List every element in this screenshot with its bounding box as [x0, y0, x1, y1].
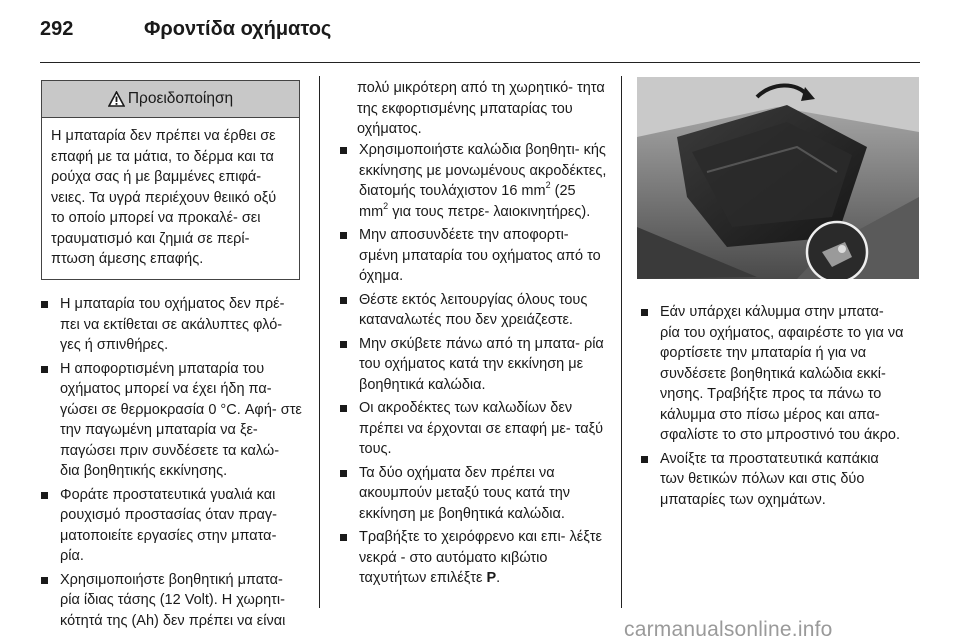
bullet-icon: [41, 577, 48, 584]
bullet-icon: [641, 309, 648, 316]
column-divider-right: [621, 76, 622, 608]
warning-box: [41, 80, 300, 280]
bullet-icon: [41, 301, 48, 308]
page-title: Φροντίδα οχήματος: [144, 18, 332, 40]
bullet-icon: [41, 366, 48, 373]
list-item: Εάν υπάρχει κάλυμμα στην μπατα- ρία του οχήματος, αφαιρέστε το για να φορτίσετε την μπαταρία ή για να συνδέσετε βοηθητικά καλώδια εκκί- νησης. Τραβήξτε προς τα πάνω το κάλυμμα στο πίσω μέρος και απα- σφαλίστε το στο μπροστινό του άκρο.: [640, 302, 906, 446]
continued-text: πολύ μικρότερη από τη χωρητικό- τητα της εκφορτισμένης μπαταρίας του οχήματος.: [357, 80, 605, 137]
list-item: Φοράτε προστατευτικά γυαλιά και ρουχισμό προστασίας όταν πραγ- ματοποιείτε εργασίες στην μπατα- ρία.: [40, 485, 302, 567]
bullet-icon: [340, 534, 347, 541]
list-item: Τα δύο οχήματα δεν πρέπει να ακουμπούν μεταξύ τους κατά την εκκίνηση με βοηθητικά καλώδια.: [339, 463, 607, 525]
list-item: Θέστε εκτός λειτουργίας όλους τους καταναλωτές που δεν χρειάζεστε.: [339, 290, 607, 331]
warning-text: Η μπαταρία δεν πρέπει να έρθει σε επαφή με τα μάτια, το δέρμα και τα ρούχα σας ή με βαμμένες επιφά- νειες. Τα υγρά περιέχουν θειικό οξύ το οποίο μπορεί να προκαλέ- σει τραυματισμό και ζημιά σε περί- πτωση άμεσης επαφής.: [51, 128, 277, 267]
column2-list: [339, 140, 607, 592]
list-item: Ανοίξτε τα προστατευτικά καπάκια των θετικών πόλων και στις δύο μπαταρίες των οχημάτων.: [640, 449, 906, 511]
bullet-icon: [340, 341, 347, 348]
bullet-icon: [641, 456, 648, 463]
warning-header: [42, 81, 299, 118]
warning-triangle-icon: [108, 91, 125, 107]
watermark: carmanualsonline.info: [624, 618, 833, 641]
warning-title: Προειδοποίηση: [127, 90, 234, 107]
page-number: 292: [40, 18, 74, 40]
battery-cover-photo: [637, 77, 919, 279]
bullet-icon: [41, 492, 48, 499]
column-divider-left: [319, 76, 320, 608]
list-item: Μην σκύβετε πάνω από τη μπατα- ρία του οχήματος κατά την εκκίνηση με βοηθητικά καλώδια.: [339, 334, 607, 396]
page-header: [40, 16, 920, 50]
bullet-icon: [340, 297, 347, 304]
list-item: Χρησιμοποιήστε καλώδια βοηθητι- κής εκκίνησης με μονωμένους ακροδέκτες, διατομής τουλάχιστον 16 $mm^2$ (25 $mm^2$ για τους πετρε- λαιοκινητήρες).: [339, 140, 607, 222]
bullet-icon: [340, 405, 347, 412]
list-item: Η αποφορτισμένη μπαταρία του οχήματος μπορεί να έχει ήδη πα- γώσει σε θερμοκρασία 0 °C. Αφή- στε την παγωμένη μπαταρία να ξε- παγώσει πριν συνδέσετε τα καλώ- δια βοηθητικής εκκίνησης.: [40, 359, 302, 482]
list-item: Τραβήξτε το χειρόφρενο και επι- λέξτε νεκρά - στο αυτόματο κιβώτιο ταχυτήτων επιλέξτε P.: [339, 527, 607, 589]
bullet-icon: [340, 470, 347, 477]
list-item: Η μπαταρία του οχήματος δεν πρέ- πει να εκτίθεται σε ακάλυπτες φλό- γες ή σπινθήρες.: [40, 294, 302, 356]
list-item: Μην αποσυνδέετε την αποφορτι- σμένη μπαταρία του οχήματος από το όχημα.: [339, 225, 607, 287]
column1-list: [40, 294, 302, 634]
column3-list: [640, 302, 906, 513]
list-item: Χρησιμοποιήστε βοηθητική μπατα- ρία ίδιας τάσης (12 Volt). Η χωρητι- κότητά της (Ah) δεν πρέπει να είναι: [40, 570, 302, 632]
header-divider: [40, 62, 920, 63]
bullet-icon: [340, 147, 347, 154]
bullet-icon: [340, 232, 347, 239]
list-item: Οι ακροδέκτες των καλωδίων δεν πρέπει να έρχονται σε επαφή με- ταξύ τους.: [339, 398, 607, 460]
